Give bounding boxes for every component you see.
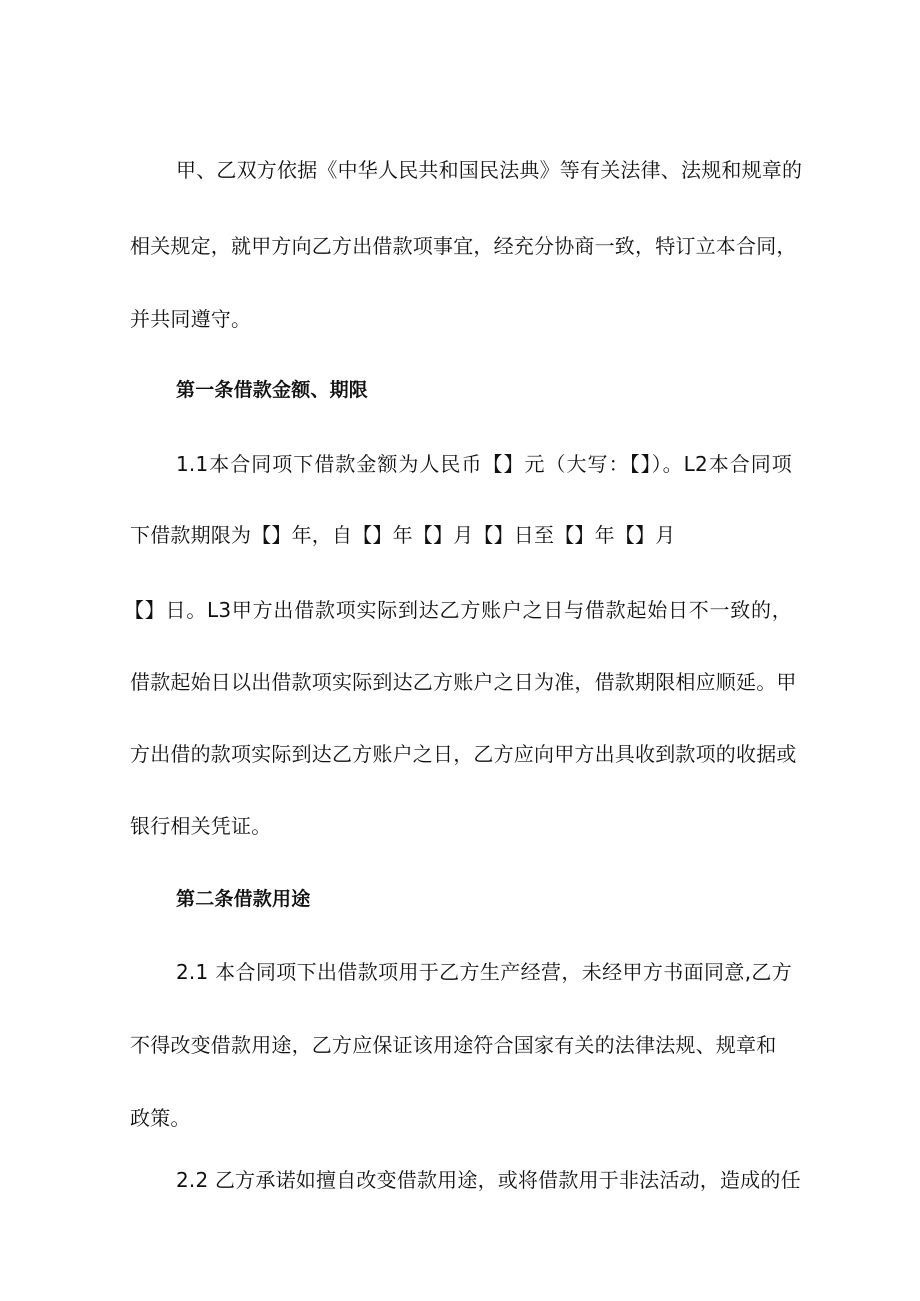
article-2-heading: 第二条借款用途 bbox=[176, 888, 311, 910]
article-2-para-2-line-1: 2.2 乙方承诺如擅自改变借款用途，或将借款用于非法活动，造成的任 bbox=[176, 1168, 801, 1192]
article-2-para-1-line-2: 不得改变借款用途，乙方应保证该用途符合国家有关的法律法规、规章和 bbox=[130, 1033, 777, 1057]
article-1-line-4: 借款起始日以出借款项实际到达乙方账户之日为准，借款期限相应顺延。甲 bbox=[130, 670, 797, 694]
article-2-para-1-line-3: 政策。 bbox=[130, 1106, 191, 1130]
article-1-line-5: 方出借的款项实际到达乙方账户之日，乙方应向甲方出具收到款项的收据或 bbox=[130, 742, 797, 766]
article-1-heading: 第一条借款金额、期限 bbox=[176, 379, 369, 401]
article-2-para-1-line-1: 2.1 本合同项下出借款项用于乙方生产经营，未经甲方书面同意,乙方 bbox=[176, 960, 792, 984]
article-1-line-3: 【】日。L3甲方出借款项实际到达乙方账户之日与借款起始日不一致的， bbox=[124, 598, 792, 622]
preamble-line-1: 甲、乙双方依据《中华人民共和国民法典》等有关法律、法规和规章的 bbox=[176, 158, 803, 182]
article-1-line-2: 下借款期限为【】年，自【】年【】月【】日至【】年【】月 bbox=[130, 523, 676, 547]
article-1-line-1: 1.1本合同项下借款金额为人民币【】元（大写：【】）。L2本合同项 bbox=[176, 452, 792, 476]
article-1-line-6: 银行相关凭证。 bbox=[130, 814, 272, 838]
preamble-line-3: 并共同遵守。 bbox=[130, 307, 252, 331]
preamble-line-2: 相关规定，就甲方向乙方出借款项事宜，经充分协商一致，特订立本合同， bbox=[130, 234, 797, 258]
